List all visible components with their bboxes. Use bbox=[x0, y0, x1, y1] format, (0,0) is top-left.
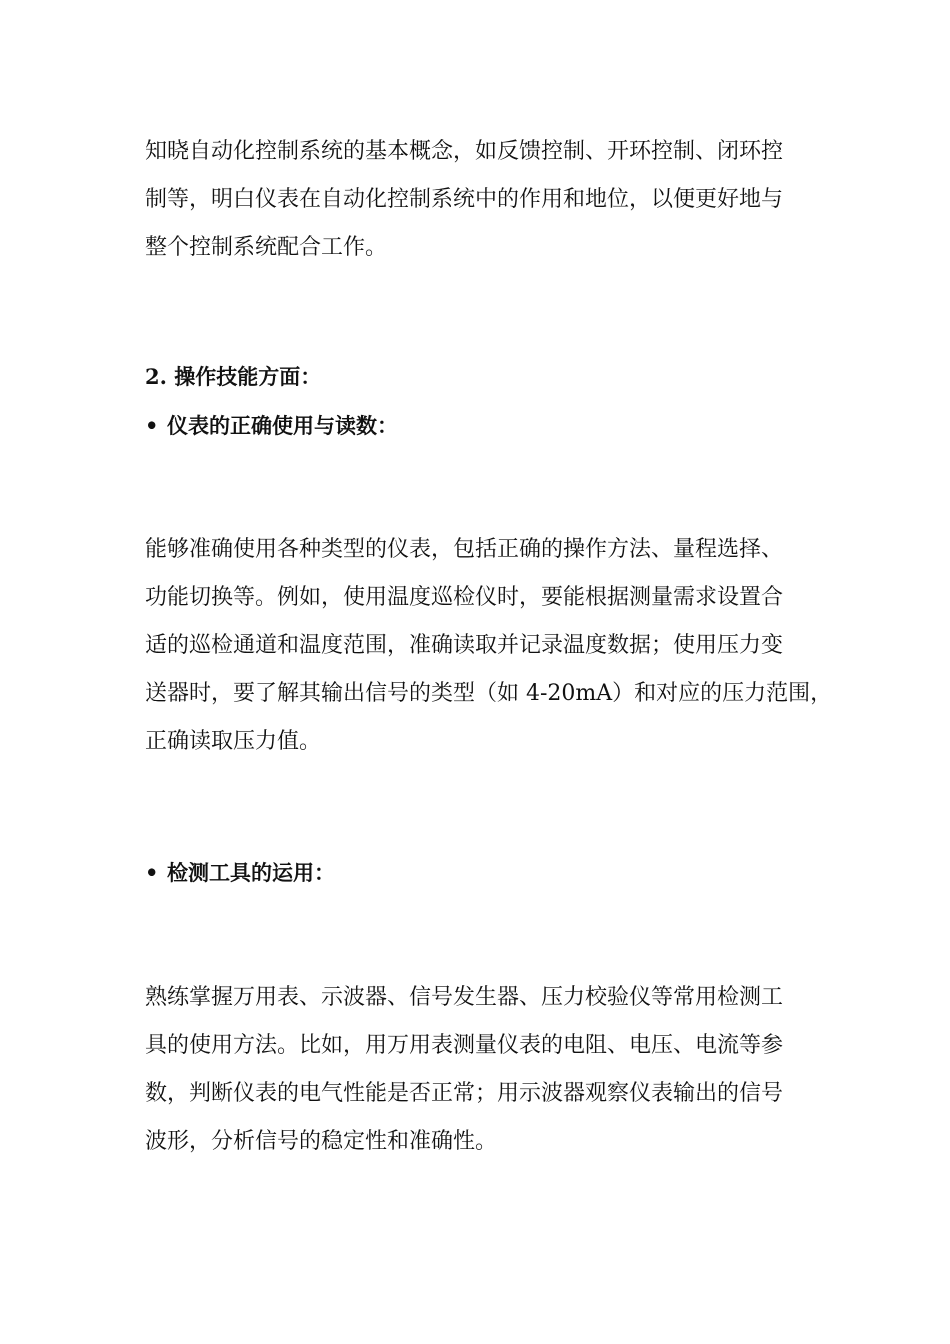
paragraph-line: 知晓自动化控制系统的基本概念，如反馈控制、开环控制、闭环控 bbox=[145, 139, 784, 164]
paragraph-line: 制等，明白仪表在自动化控制系统中的作用和地位，以便更好地与 bbox=[145, 187, 784, 212]
paragraph-line: 波形，分析信号的稳定性和准确性。 bbox=[145, 1129, 498, 1154]
paragraph-line: 功能切换等。例如，使用温度巡检仪时，要能根据测量需求设置合 bbox=[145, 585, 784, 610]
bullet-heading-test-tools bbox=[145, 858, 335, 888]
paragraph-line: 正确读取压力值。 bbox=[145, 729, 322, 754]
test-tools-paragraph bbox=[145, 974, 835, 1166]
paragraph-line: 送器时，要了解其输出信号的类型（如 4-20mA）和对应的压力范围， bbox=[145, 681, 833, 706]
bullet-title: 检测工具的运用： bbox=[167, 860, 335, 885]
paragraph-line: 能够准确使用各种类型的仪表，包括正确的操作方法、量程选择、 bbox=[145, 537, 784, 562]
instrument-use-paragraph bbox=[145, 526, 835, 766]
bullet-heading-instrument-use bbox=[145, 411, 398, 441]
bullet-title: 仪表的正确使用与读数： bbox=[167, 413, 398, 438]
paragraph-line: 具的使用方法。比如，用万用表测量仪表的电阻、电压、电流等参 bbox=[145, 1033, 784, 1058]
paragraph-line: 整个控制系统配合工作。 bbox=[145, 235, 388, 260]
bullet-icon: • bbox=[145, 413, 159, 438]
paragraph-line: 数，判断仪表的电气性能是否正常；用示波器观察仪表输出的信号 bbox=[145, 1081, 784, 1106]
paragraph-line: 熟练掌握万用表、示波器、信号发生器、压力校验仪等常用检测工 bbox=[145, 985, 784, 1010]
paragraph-line: 适的巡检通道和温度范围，准确读取并记录温度数据；使用压力变 bbox=[145, 633, 784, 658]
bullet-icon: • bbox=[145, 860, 159, 885]
section-heading: 2. 操作技能方面： bbox=[145, 364, 322, 389]
intro-paragraph bbox=[145, 128, 835, 272]
